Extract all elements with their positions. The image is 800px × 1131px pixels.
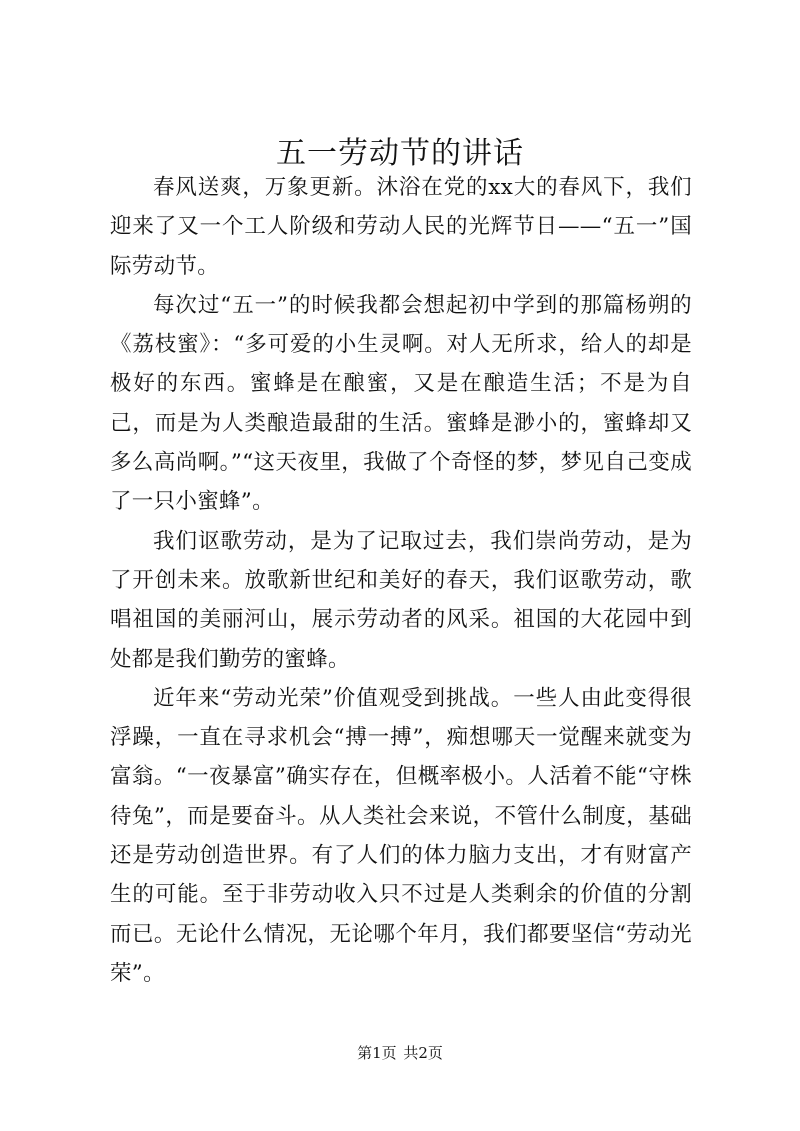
paragraph-3: 我们讴歌劳动，是为了记取过去，我们崇尚劳动，是为了开创未来。放歌新世纪和美好的春天，我们讴歌劳动，歌唱祖国的美丽河山，展示劳动者的风采。祖国的大花园中到处都是我们勤劳的蜜蜂。 — [110, 528, 692, 672]
document-body — [110, 168, 692, 993]
paragraph-2: 每次过“五一”的时候我都会想起初中学到的那篇杨朔的《荔枝蜜》：“多可爱的小生灵啊。对人无所求，给人的却是极好的东西。蜜蜂是在酿蜜，又是在酿造生活；不是为自己，而是为人类酿造最甜的生活。蜜蜂是渺小的，蜜蜂却又多么高尚啊。”“这天夜里，我做了个奇怪的梦，梦见自己变成了一只小蜜蜂”。 — [110, 292, 692, 515]
page-total: 共2页 — [403, 1044, 443, 1062]
page-number: 第1页 — [357, 1044, 397, 1062]
paragraph-1: 春风送爽，万象更新。沐浴在党的xx大的春风下，我们迎来了又一个工人阶级和劳动人民的光辉节日——“五一”国际劳动节。 — [110, 175, 692, 279]
paragraph-4: 近年来“劳动光荣”价值观受到挑战。一些人由此变得很浮躁，一直在寻求机会“搏一搏”，痴想哪天一觉醒来就变为富翁。“一夜暴富”确实存在，但概率极小。人活着不能“守株待兔”，而是要奋斗。从人类社会来说，不管什么制度，基础还是劳动创造世界。有了人们的体力脑力支出，才有财富产生的可能。至于非劳动收入只不过是人类剩余的价值的分割而已。无论什么情况，无论哪个年月，我们都要坚信“劳动光荣”。 — [110, 685, 692, 986]
page-title: 五一劳动节的讲话 — [276, 136, 524, 171]
page-footer — [0, 1043, 800, 1063]
